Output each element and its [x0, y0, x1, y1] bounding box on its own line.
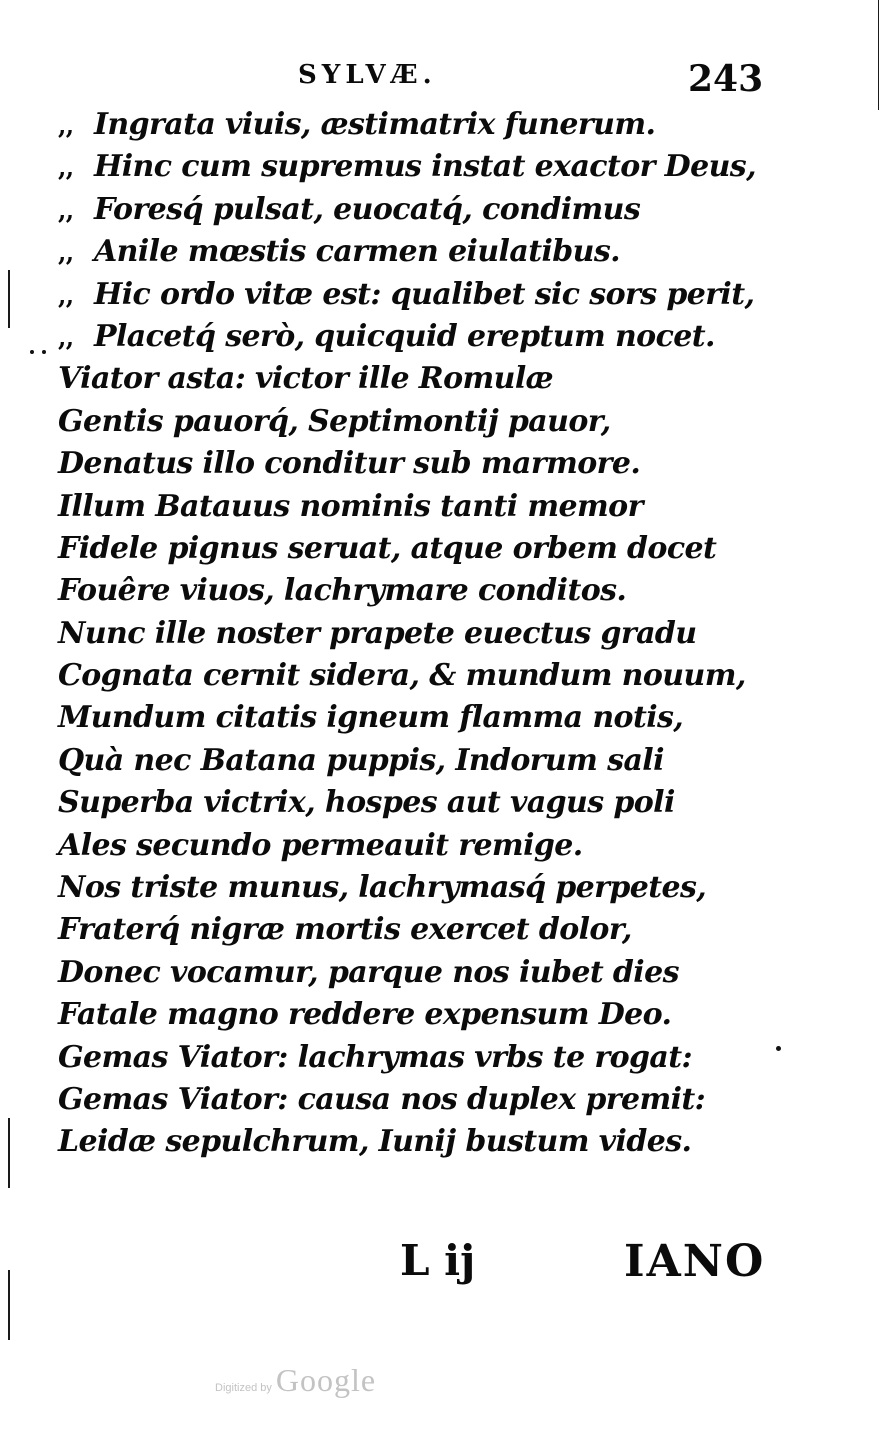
quote-mark: ,,: [58, 111, 74, 140]
quote-mark: ,,: [58, 322, 74, 352]
watermark-prefix: Digitized by: [215, 1382, 272, 1394]
ink-speck: [42, 350, 46, 354]
verse-text: Anile mœstis carmen eiulatibus.: [94, 234, 620, 270]
signature-mark: L ij: [400, 1236, 476, 1285]
verse-text: Donec vocamur, parque nos iubet dies: [58, 954, 679, 990]
ink-speck: [30, 350, 34, 354]
verse-text: Superba victrix, hospes aut vagus poli: [58, 785, 675, 821]
verse-line: [58, 486, 698, 528]
verse-line: [58, 1037, 698, 1079]
verse-text: Ingrata viuis, æstimatrix funerum.: [94, 107, 656, 142]
verse-text: Gemas Viator: causa nos duplex premit:: [58, 1081, 706, 1117]
verse-line: [58, 231, 698, 273]
verse-line: [58, 655, 746, 697]
verse-line: [58, 104, 698, 146]
verse-text: Hinc cum supremus instat exactor Deus,: [94, 149, 756, 185]
verse-text: Ales secundo permeauit remige.: [58, 827, 583, 863]
verse-line: [58, 697, 698, 739]
verse-text: Nunc ille noster prapete euectus gradu: [58, 615, 697, 651]
verse-text: Mundum citatis igneum flamma notis,: [58, 700, 684, 736]
verse-text: Illum Batauus nominis tanti memor: [58, 488, 643, 524]
verse-text: Foresq́ pulsat, euocatq́, condimus: [94, 191, 641, 227]
verse-line: [58, 909, 698, 951]
verse-line: [58, 146, 756, 188]
catchword: IANO: [624, 1236, 766, 1287]
page-number: 243: [688, 58, 764, 100]
verse-line: [58, 528, 717, 570]
verse-text: Leidæ sepulchrum, Iunij bustum vides.: [58, 1124, 692, 1160]
verse-text: Fraterq́ nigræ mortis exercet dolor,: [58, 912, 632, 948]
verse-text: Hic ordo vitæ est: qualibet sic sors perit,: [94, 276, 755, 312]
verse-line: [58, 782, 698, 824]
verse-line: [58, 740, 698, 782]
verse-text: Gentis pauorq́, Septimontij pauor,: [58, 403, 611, 439]
verse-line: [58, 570, 698, 612]
left-edge-mark: [8, 270, 10, 328]
verse-text: Fouêre viuos, lachrymare conditos.: [58, 573, 627, 609]
verse-text: Nos triste munus, lachrymasq́ perpetes,: [58, 870, 707, 906]
left-edge-mark: [8, 1270, 10, 1340]
running-head: SYLVÆ.: [298, 60, 437, 90]
verse-line: [58, 1121, 698, 1163]
verse-line: [58, 401, 698, 443]
digitization-watermark: [215, 1362, 376, 1399]
quote-mark: ,,: [58, 153, 74, 183]
verse-line: [58, 1079, 706, 1121]
verse-text: Quà nec Batana puppis, Indorum sali: [58, 742, 664, 778]
verse-text: Fatale magno reddere expensum Deo.: [58, 997, 672, 1033]
verse-line: [58, 867, 707, 909]
verse-text: Cognata cernit sidera, & mundum nouum,: [58, 658, 746, 694]
verse-text: Viator asta: victor ille Romulæ: [58, 361, 554, 397]
verse-text: Gemas Viator: lachrymas vrbs te rogat:: [58, 1039, 692, 1075]
quote-mark: ,,: [58, 195, 74, 225]
verse-line: [58, 952, 698, 994]
verse-line: [58, 274, 755, 316]
verse-line: [58, 994, 698, 1036]
verse-line: [58, 189, 698, 231]
verse-block: [58, 104, 756, 1164]
quote-mark: ,,: [58, 238, 74, 268]
right-edge-mark: [878, 0, 879, 110]
verse-line: [58, 358, 698, 400]
verse-text: Placetq́ serò, quicquid ereptum nocet.: [94, 318, 715, 354]
watermark-brand: Google: [275, 1362, 377, 1398]
verse-text: Denatus illo conditur sub marmore.: [58, 446, 641, 482]
verse-line: [58, 825, 698, 867]
verse-line: [58, 443, 698, 485]
verse-line: [58, 613, 698, 655]
verse-text: Fidele pignus seruat, atque orbem docet: [58, 530, 717, 566]
quote-mark: ,,: [58, 280, 74, 310]
left-edge-mark: [8, 1118, 10, 1188]
verse-line: [58, 316, 715, 358]
ink-speck: [776, 1046, 781, 1051]
